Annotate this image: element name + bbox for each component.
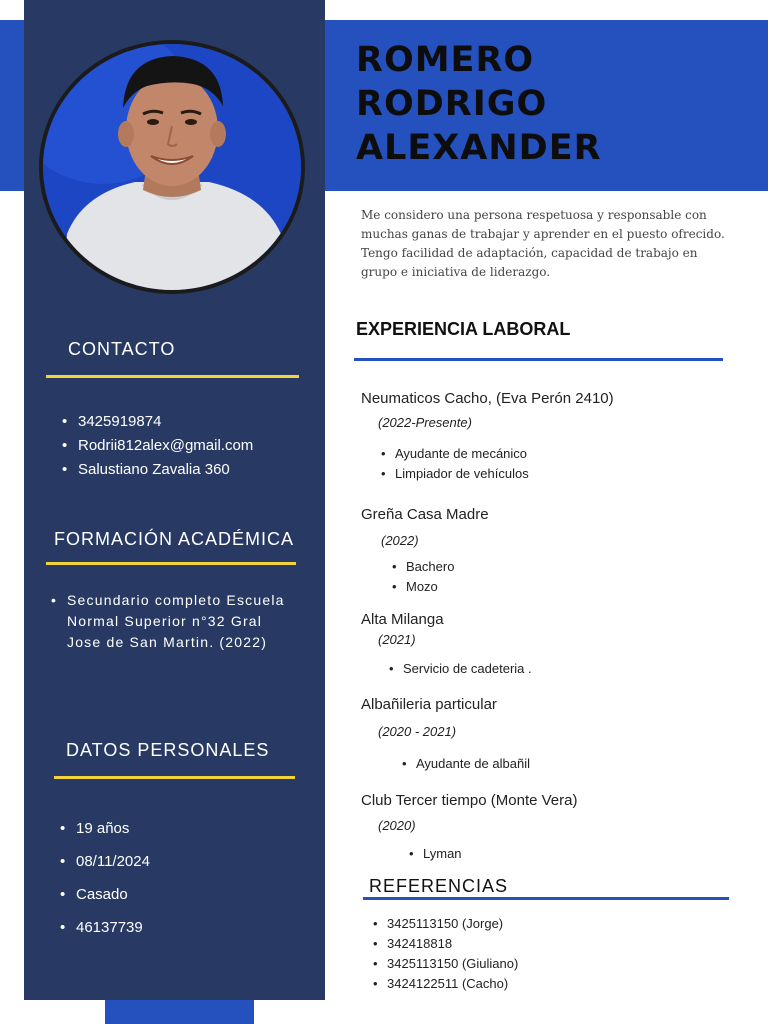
job-duties — [402, 754, 530, 774]
job-duty: • Bachero — [392, 557, 454, 577]
education-list — [51, 590, 291, 653]
references-list — [373, 914, 518, 994]
education-item: • Secundario completo Escuela Normal Superior n°32 Gral Jose de San Martin. (2022) — [51, 590, 291, 653]
education-divider — [46, 562, 296, 565]
job-period: (2020 - 2021) — [378, 724, 457, 739]
contact-heading: CONTACTO — [68, 339, 176, 359]
contact-email: • Rodrii812alex@gmail.com — [62, 434, 253, 458]
job-duties — [381, 444, 529, 484]
personal-id-number: • 46137739 — [60, 911, 150, 944]
reference-item: • 3424122511 (Cacho) — [373, 974, 518, 994]
profile-summary: Me considero una persona respetuosa y responsable con muchas ganas de trabajar y aprender en el puesto ofrecido. Tengo facilidad de adaptación, capacidad de trabajo en grupo e iniciativa de liderazgo. — [361, 208, 725, 279]
name-line-3: ALEXANDER — [356, 128, 602, 168]
job-duty: • Mozo — [392, 577, 454, 597]
job-period: (2022-Presente) — [378, 415, 472, 430]
personal-list — [60, 812, 150, 944]
experience-heading: EXPERIENCIA LABORAL — [356, 319, 571, 339]
job-title: Club Tercer tiempo (Monte Vera) — [361, 792, 578, 809]
references-divider — [363, 897, 729, 900]
experience-divider — [354, 358, 723, 361]
contact-list — [62, 410, 253, 482]
job-title: Greña Casa Madre — [361, 506, 489, 523]
references-heading: REFERENCIAS — [369, 876, 509, 896]
reference-item: • 3425113150 (Jorge) — [373, 914, 518, 934]
contact-divider — [46, 375, 299, 378]
contact-address: • Salustiano Zavalia 360 — [62, 458, 253, 482]
contact-phone: • 3425919874 — [62, 410, 253, 434]
candidate-name — [356, 38, 602, 170]
education-heading: FORMACIÓN ACADÉMICA — [54, 529, 295, 549]
personal-date: • 08/11/2024 — [60, 845, 150, 878]
job-period: (2020) — [378, 818, 416, 833]
name-line-2: RODRIGO — [356, 84, 548, 124]
name-line-1: ROMERO — [356, 40, 535, 80]
reference-item: • 3425113150 (Giuliano) — [373, 954, 518, 974]
job-period: (2021) — [378, 632, 416, 647]
personal-divider — [54, 776, 295, 779]
job-duties — [392, 557, 454, 597]
job-title: Alta Milanga — [361, 611, 444, 628]
profile-photo — [39, 40, 305, 294]
job-duty: • Ayudante de albañil — [402, 754, 530, 774]
job-duties — [409, 844, 462, 864]
job-duty: • Ayudante de mecánico — [381, 444, 529, 464]
personal-age: • 19 años — [60, 812, 150, 845]
reference-item: • 342418818 — [373, 934, 518, 954]
job-duties — [389, 659, 532, 679]
job-duty: • Servicio de cadeteria . — [389, 659, 532, 679]
job-title: Neumaticos Cacho, (Eva Perón 2410) — [361, 390, 614, 407]
bottom-accent-tab — [105, 1000, 254, 1024]
personal-marital-status: • Casado — [60, 878, 150, 911]
job-period: (2022) — [381, 533, 419, 548]
personal-heading: DATOS PERSONALES — [66, 740, 270, 760]
job-duty: • Lyman — [409, 844, 462, 864]
job-duty: • Limpiador de vehículos — [381, 464, 529, 484]
job-title: Albañileria particular — [361, 696, 497, 713]
